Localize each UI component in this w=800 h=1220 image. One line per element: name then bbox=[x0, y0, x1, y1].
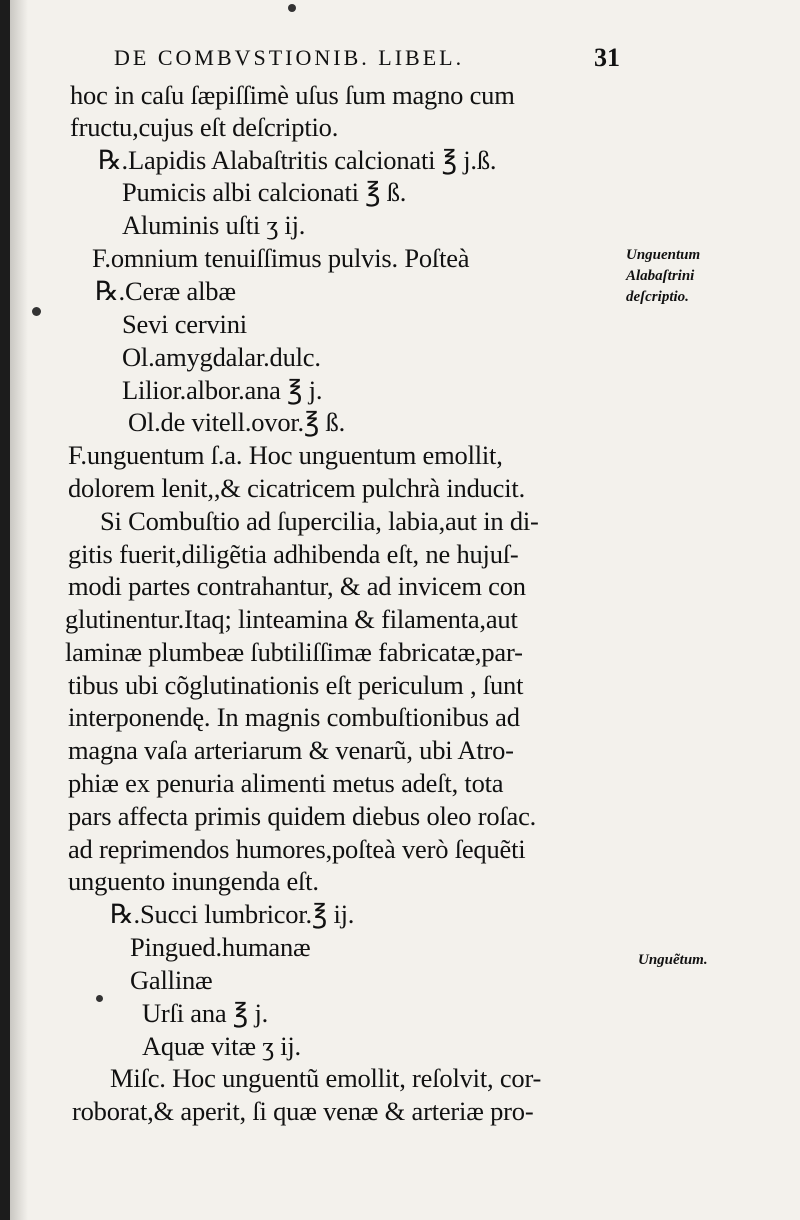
text-line: Ol.amygdalar.dulc. bbox=[122, 342, 321, 372]
book-page bbox=[10, 0, 800, 1220]
text-line: Urſi ana ℥ j. bbox=[142, 998, 269, 1028]
text-line: fructu,cujus eſt deſcriptio. bbox=[70, 112, 339, 142]
text-line: Miſc. Hoc unguentũ emollit, reſolvit, cor- bbox=[110, 1063, 542, 1093]
text-line: glutinentur.Itaq; linteamina & filamenta,aut bbox=[65, 604, 518, 634]
text-line: laminæ plumbeæ ſubtiliſſimæ fabricatæ,par- bbox=[65, 637, 523, 667]
text-line: Aquæ vitæ ʒ ij. bbox=[142, 1031, 301, 1061]
page-number: 31 bbox=[594, 43, 620, 72]
margin-note-line: deſcriptio. bbox=[626, 289, 689, 305]
text-line: dolorem lenit,,& cicatricem pulchrà inducit. bbox=[68, 473, 525, 503]
text-line: ℞.Ceræ albæ bbox=[95, 276, 236, 306]
margin-note-line: Unguẽtum. bbox=[638, 952, 708, 968]
ink-dot bbox=[288, 4, 296, 12]
margin-note-line: Unguentum bbox=[626, 247, 701, 263]
text-line: Ol.de vitell.ovor.℥ ß. bbox=[128, 407, 345, 437]
text-line: Sevi cervini bbox=[122, 309, 247, 339]
text-line: Gallinæ bbox=[130, 965, 213, 995]
text-line: Pumicis albi calcionati ℥ ß. bbox=[122, 177, 407, 207]
text-line: F.unguentum ſ.a. Hoc unguentum emollit, bbox=[68, 440, 503, 470]
running-title: DE COMBVSTIONIB. LIBEL. bbox=[114, 45, 465, 70]
text-line: Si Combuſtio ad ſupercilia, labia,aut in di- bbox=[100, 506, 539, 536]
text-line: modi partes contrahantur, & ad invicem con bbox=[68, 571, 526, 601]
text-line: ad reprimendos humores,poſteà verò ſequẽti bbox=[68, 834, 526, 864]
text-line: gitis fuerit,diligẽtia adhibenda eſt, ne hujuſ- bbox=[68, 539, 519, 569]
text-line: Pingued.humanæ bbox=[130, 932, 311, 962]
text-line: unguento inungenda eſt. bbox=[68, 866, 319, 896]
text-line: Lilior.albor.ana ℥ j. bbox=[122, 375, 323, 405]
ink-dot bbox=[32, 307, 41, 316]
text-line: hoc in caſu ſæpiſſimè uſus ſum magno cum bbox=[70, 80, 515, 110]
margin-note-line: Alabaſtrini bbox=[626, 268, 695, 284]
text-line: ℞.Succi lumbricor.℥ ij. bbox=[110, 899, 355, 929]
text-line: pars affecta primis quidem diebus oleo roſac. bbox=[68, 801, 537, 831]
text-line: roborat,& aperit, ſi quæ venæ & arteriæ pro- bbox=[72, 1096, 534, 1126]
text-line: interponendę. In magnis combuſtionibus ad bbox=[68, 702, 520, 732]
text-line: phiæ ex penuria alimenti metus adeſt, tota bbox=[68, 768, 504, 798]
text-line: tibus ubi cõglutinationis eſt periculum , ſunt bbox=[68, 670, 524, 700]
text-line: ℞.Lapidis Alabaſtritis calcionati ℥ j.ß. bbox=[98, 145, 497, 175]
text-line: Aluminis uſti ʒ ij. bbox=[122, 210, 306, 240]
text-line: F.omnium tenuiſſimus pulvis. Poſteà bbox=[92, 243, 470, 273]
text-line: magna vaſa arteriarum & venarũ, ubi Atro- bbox=[68, 735, 514, 765]
ink-dot bbox=[96, 995, 103, 1002]
margin-note-unguentum-descriptio bbox=[626, 245, 700, 308]
margin-note-unguentum bbox=[638, 950, 708, 971]
